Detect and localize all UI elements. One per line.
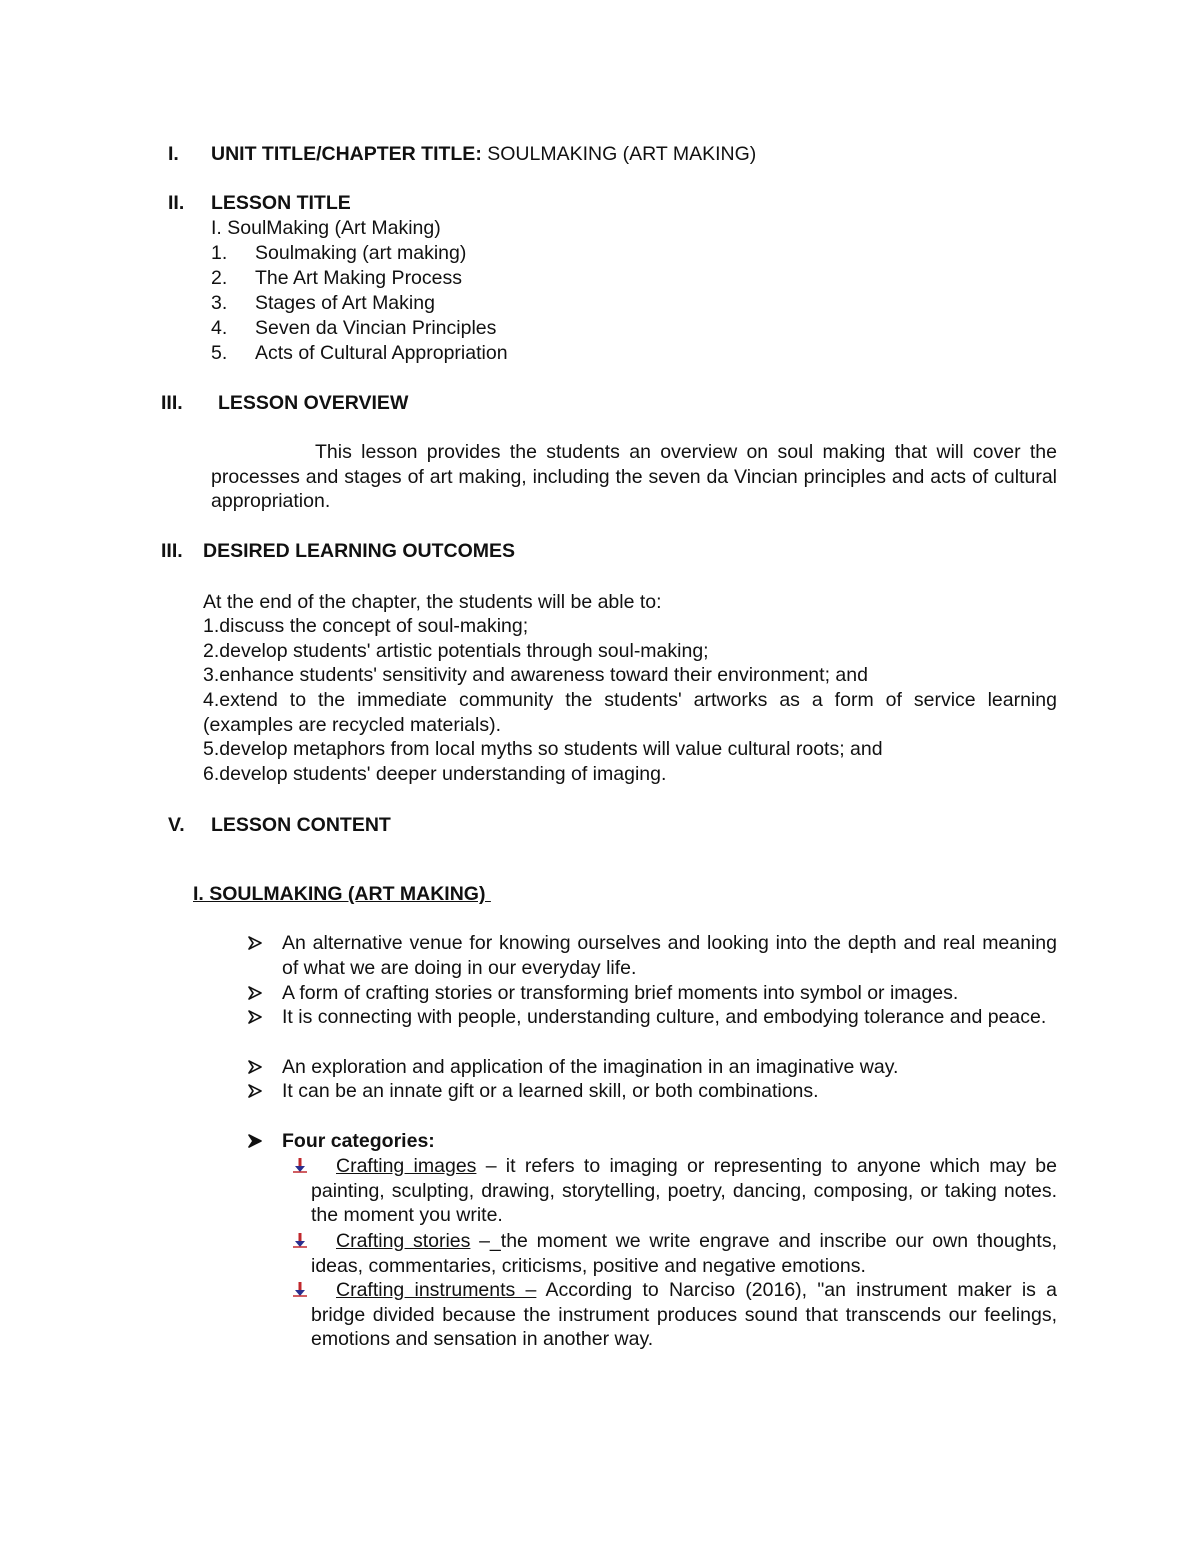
arrowhead-bullet-icon <box>248 1060 262 1074</box>
lesson-overview-heading: LESSON OVERVIEW <box>218 392 409 414</box>
list-item-number: 5. <box>211 342 228 364</box>
outcome-item: 6.develop students' deeper understanding of imaging. <box>203 763 667 785</box>
list-item-number: 4. <box>211 317 228 339</box>
outcome-item: 4.extend to the immediate community the students' artworks as a form of service learning (examples are recycled materials). <box>203 689 1057 736</box>
category-title: Crafting images <box>336 1155 477 1177</box>
outcome-item: 1.discuss the concept of soul-making; <box>203 615 529 637</box>
list-item-number: 3. <box>211 292 228 314</box>
category-item-crafting-images <box>311 1154 1057 1228</box>
unit-title-value: SOULMAKING (ART MAKING) <box>481 143 757 165</box>
outcome-item: 3.enhance students' sensitivity and awareness toward their environment; and <box>203 664 868 686</box>
arrowhead-bullet-icon <box>248 936 262 950</box>
learning-outcomes-heading: DESIRED LEARNING OUTCOMES <box>203 540 516 562</box>
arrowhead-bullet-icon <box>248 986 262 1000</box>
list-item: Stages of Art Making <box>255 292 435 314</box>
list-item: A form of crafting stories or transforming brief moments into symbol or images. <box>282 982 959 1004</box>
section-4-numeral: III. <box>161 540 183 562</box>
unit-title-label: UNIT TITLE/CHAPTER TITLE: <box>211 143 482 165</box>
unit-title-line <box>211 142 756 166</box>
section-3-numeral: III. <box>161 392 183 414</box>
pushpin-bullet-icon <box>291 1280 309 1298</box>
lesson-title-intro: I. SoulMaking (Art Making) <box>211 217 441 239</box>
list-item: It can be an innate gift or a learned skill, or both combinations. <box>282 1080 819 1102</box>
arrowhead-bullet-icon <box>248 1010 262 1024</box>
arrowhead-bullet-icon <box>248 1084 262 1098</box>
pushpin-bullet-icon <box>291 1156 309 1174</box>
category-item-crafting-stories <box>311 1229 1057 1278</box>
pushpin-bullet-icon <box>291 1231 309 1249</box>
category-description: –_the moment we write engrave and inscribe our own thoughts, ideas, commentaries, criticisms, positive and negative emotions. <box>311 1230 1057 1277</box>
lesson-title-heading: LESSON TITLE <box>211 192 351 214</box>
list-item: The Art Making Process <box>255 267 462 289</box>
list-item: Soulmaking (art making) <box>255 242 467 264</box>
category-title: Crafting instruments – <box>336 1279 537 1301</box>
list-item: Seven da Vincian Principles <box>255 317 497 339</box>
four-categories-label: Four categories: <box>282 1130 435 1152</box>
outcome-item: 5.develop metaphors from local myths so students will value cultural roots; and <box>203 738 883 760</box>
list-item: An exploration and application of the imagination in an imaginative way. <box>282 1056 899 1078</box>
section-1-heading <box>168 142 179 166</box>
section-2-numeral: II. <box>168 192 185 214</box>
list-item: It is connecting with people, understanding culture, and embodying tolerance and peace. <box>282 1006 1047 1028</box>
section-numeral: I. <box>168 143 179 165</box>
category-description: – it refers to imaging or representing to anyone which may be painting, sculpting, drawing, storytelling, poetry, dancing, composing, or taking notes. the moment you write. <box>311 1155 1057 1227</box>
lesson-content-heading: LESSON CONTENT <box>211 814 391 836</box>
learning-outcomes-intro: At the end of the chapter, the students will be able to: <box>203 591 662 613</box>
outcome-item: 2.develop students' artistic potentials through soul-making; <box>203 640 709 662</box>
arrowhead-bullet-icon <box>248 1134 262 1148</box>
section-5-numeral: V. <box>168 814 185 836</box>
category-description: According to Narciso (2016), "an instrument maker is a bridge divided because the instrument produces sound that transcends our feelings, emotions and sensation in another way. <box>311 1279 1057 1351</box>
list-item: An alternative venue for knowing ourselves and looking into the depth and real meaning of what we are doing in our everyday life. <box>282 932 1057 979</box>
list-item: Acts of Cultural Appropriation <box>255 342 508 364</box>
list-item-number: 1. <box>211 242 228 264</box>
soulmaking-subheading: I. SOULMAKING (ART MAKING) <box>193 883 491 905</box>
lesson-overview-paragraph: This lesson provides the students an overview on soul making that will cover the processes and stages of art making, including the seven da Vincian principles and acts of cultural appropriation. <box>211 441 1057 513</box>
list-item-number: 2. <box>211 267 228 289</box>
category-item-crafting-instruments <box>311 1278 1057 1352</box>
category-title: Crafting stories <box>336 1230 471 1252</box>
